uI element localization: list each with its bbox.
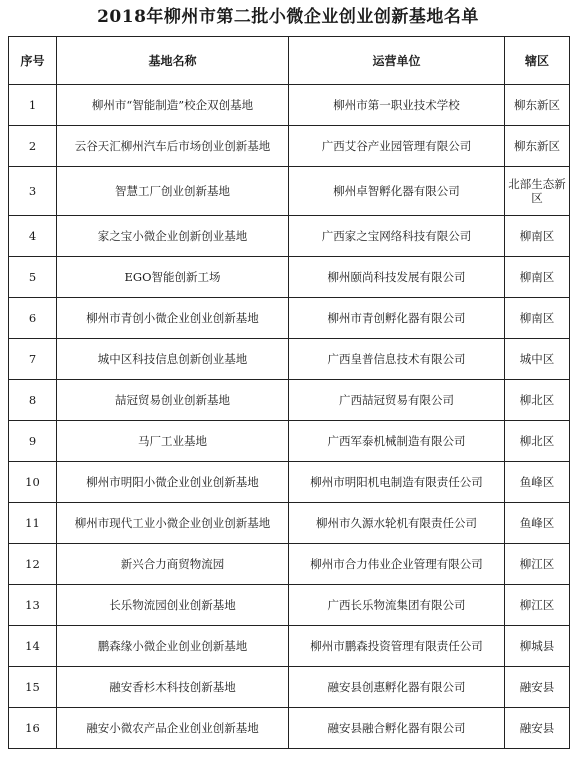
table-row [9,626,570,667]
table-row [9,708,570,749]
table-row [9,544,570,585]
header-name: 基地名称 [57,37,289,85]
cell-no: 4 [9,216,57,257]
cell-name: 鹏森缘小微企业创业创新基地 [57,626,289,667]
cell-name: 马厂工业基地 [57,421,289,462]
cell-name: 融安小微农产品企业创业创新基地 [57,708,289,749]
header-district: 辖区 [505,37,570,85]
cell-district: 柳东新区 [505,126,570,167]
table-row [9,380,570,421]
cell-name: 柳州市“智能制造”校企双创基地 [57,85,289,126]
table-row [9,421,570,462]
cell-operator: 柳州卓智孵化器有限公司 [289,167,505,216]
table-row [9,126,570,167]
cell-name: 柳州市青创小微企业创业创新基地 [57,298,289,339]
table-row [9,298,570,339]
cell-operator: 融安县融合孵化器有限公司 [289,708,505,749]
cell-name: 柳州市现代工业小微企业创业创新基地 [57,503,289,544]
cell-district: 融安县 [505,708,570,749]
cell-operator: 柳州市合力伟业企业管理有限公司 [289,544,505,585]
cell-no: 9 [9,421,57,462]
cell-name: 长乐物流园创业创新基地 [57,585,289,626]
cell-no: 3 [9,167,57,216]
table-row [9,216,570,257]
cell-district: 柳北区 [505,380,570,421]
cell-district: 柳南区 [505,298,570,339]
cell-district: 鱼峰区 [505,503,570,544]
cell-name: 城中区科技信息创新创业基地 [57,339,289,380]
cell-operator: 广西皇普信息技术有限公司 [289,339,505,380]
cell-district: 柳城县 [505,626,570,667]
cell-no: 2 [9,126,57,167]
cell-operator: 柳州市鹏森投资管理有限责任公司 [289,626,505,667]
cell-operator: 融安县创惠孵化器有限公司 [289,667,505,708]
table-row [9,257,570,298]
cell-district: 柳东新区 [505,85,570,126]
header-no: 序号 [9,37,57,85]
table-row [9,339,570,380]
cell-district: 柳南区 [505,216,570,257]
cell-district: 柳北区 [505,421,570,462]
cell-operator: 广西军泰机械制造有限公司 [289,421,505,462]
cell-no: 12 [9,544,57,585]
cell-name: 智慧工厂创业创新基地 [57,167,289,216]
table-row [9,667,570,708]
cell-name: 喆冠贸易创业创新基地 [57,380,289,421]
cell-operator: 柳州市第一职业技术学校 [289,85,505,126]
cell-district: 鱼峰区 [505,462,570,503]
cell-operator: 柳州市久源水轮机有限责任公司 [289,503,505,544]
cell-no: 1 [9,85,57,126]
cell-name: 融安香杉木科技创新基地 [57,667,289,708]
cell-no: 5 [9,257,57,298]
cell-no: 10 [9,462,57,503]
cell-district: 融安县 [505,667,570,708]
document-title: 2018年柳州市第二批小微企业创业创新基地名单 [97,7,479,27]
table-row [9,85,570,126]
cell-name: 柳州市明阳小微企业创业创新基地 [57,462,289,503]
cell-district: 柳南区 [505,257,570,298]
cell-name: 云谷天汇柳州汽车后市场创业创新基地 [57,126,289,167]
cell-no: 16 [9,708,57,749]
cell-operator: 柳州颐尚科技发展有限公司 [289,257,505,298]
cell-district: 北部生态新区 [505,167,570,216]
table-row [9,167,570,216]
cell-district: 城中区 [505,339,570,380]
base-list-table [8,36,570,749]
cell-operator: 广西喆冠贸易有限公司 [289,380,505,421]
table-header-row [9,37,570,85]
cell-operator: 柳州市明阳机电制造有限责任公司 [289,462,505,503]
header-operator: 运营单位 [289,37,505,85]
cell-no: 11 [9,503,57,544]
cell-operator: 广西家之宝网络科技有限公司 [289,216,505,257]
cell-name: 新兴合力商贸物流园 [57,544,289,585]
cell-no: 7 [9,339,57,380]
cell-name: 家之宝小微企业创新创业基地 [57,216,289,257]
table-row [9,585,570,626]
cell-name: EGO智能创新工场 [57,257,289,298]
table-row [9,503,570,544]
cell-no: 13 [9,585,57,626]
cell-operator: 柳州市青创孵化器有限公司 [289,298,505,339]
cell-no: 6 [9,298,57,339]
cell-district: 柳江区 [505,544,570,585]
cell-district: 柳江区 [505,585,570,626]
cell-no: 15 [9,667,57,708]
table-row [9,462,570,503]
cell-operator: 广西长乐物流集团有限公司 [289,585,505,626]
cell-operator: 广西艾谷产业园管理有限公司 [289,126,505,167]
cell-no: 14 [9,626,57,667]
cell-no: 8 [9,380,57,421]
